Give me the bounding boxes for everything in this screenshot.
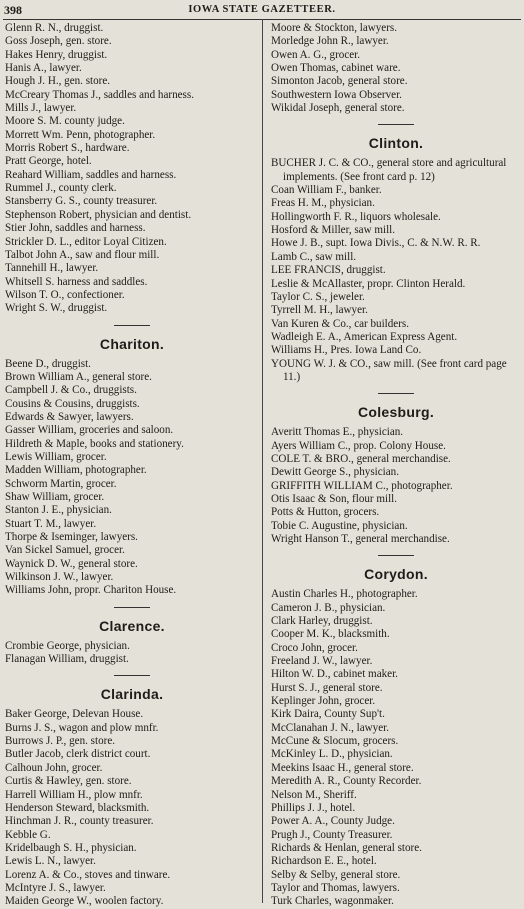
- directory-entry: Stephenson Robert, physician and dentist.: [5, 208, 192, 221]
- directory-entry: Crombie George, physician.: [5, 639, 130, 652]
- directory-entry: Tannehill H., lawyer.: [5, 262, 99, 275]
- directory-entry: Owen Thomas, cabinet ware.: [271, 62, 401, 75]
- directory-entry: Wilkinson J. W., lawyer.: [5, 571, 114, 584]
- directory-entry: Goss Joseph, gen. store.: [5, 35, 112, 48]
- directory-entry: Edwards & Sawyer, lawyers.: [5, 410, 134, 423]
- directory-entry: Van Sickel Samuel, grocer.: [5, 544, 125, 557]
- directory-entry: Maiden George W., woolen factory.: [5, 895, 164, 908]
- directory-entry: Wilson T. O., confectioner.: [5, 288, 125, 301]
- directory-entry: Strickler D. L., editor Loyal Citizen.: [5, 235, 167, 248]
- directory-entry: Richardson E. E., hotel.: [271, 855, 377, 868]
- directory-entry: Wright Hanson T., general merchandise.: [271, 533, 450, 545]
- directory-entry: Henderson Steward, blacksmith.: [5, 801, 150, 814]
- directory-entry: Meekins Isaac H., general store.: [271, 761, 414, 774]
- directory-entry: McCreary Thomas J., saddles and harness.: [5, 88, 194, 101]
- directory-entry: Van Kuren & Co., car builders.: [271, 317, 410, 330]
- directory-entry: Reahard William, saddles and harness.: [5, 168, 177, 181]
- directory-entry: Keplinger John, grocer.: [271, 695, 376, 708]
- directory-entry: Kebble G.: [5, 828, 51, 841]
- directory-entry: Hosford & Miller, saw mill.: [271, 224, 396, 237]
- directory-entry: Cousins & Cousins, druggists.: [5, 397, 140, 410]
- directory-entry: Kridelbaugh S. H., physician.: [5, 841, 137, 854]
- directory-entry: Freas H. M., physician.: [271, 197, 375, 210]
- directory-entry: Burns J. S., wagon and plow mnfr.: [5, 721, 159, 734]
- directory-entry: Williams John, propr. Chariton House.: [5, 584, 177, 597]
- town-heading: Clinton.: [368, 135, 424, 152]
- directory-entry: Stanton J. E., physician.: [5, 504, 112, 517]
- directory-entry: Howe J. B., supt. Iowa Divis., C. & N.W. R. R.: [271, 237, 481, 250]
- directory-entry: Stansberry G. S., county treasurer.: [5, 195, 158, 208]
- directory-entry: Austin Charles H., photographer.: [271, 588, 418, 601]
- directory-entry: Kirk Daira, County Sup't.: [271, 708, 385, 721]
- directory-entry: Curtis & Hawley, gen. store.: [5, 775, 132, 788]
- section-separator: [378, 393, 414, 394]
- directory-entry: McKinley L. D., physician.: [271, 748, 393, 761]
- directory-entry: Wadleigh E. A., American Express Agent.: [271, 330, 458, 343]
- directory-entry: Hanis A., lawyer.: [5, 62, 82, 75]
- directory-entry: Croco John, grocer.: [271, 641, 358, 654]
- directory-entry: Taylor C. S., jeweler.: [271, 290, 365, 303]
- directory-entry: Hollingworth F. R., liquors wholesale.: [271, 210, 441, 223]
- page-header: [4, 3, 520, 17]
- directory-entry: Baker George, Delevan House.: [5, 708, 144, 721]
- directory-entry: Campbell J. & Co., druggists.: [5, 384, 137, 397]
- directory-entry: McIntyre J. S., lawyer.: [5, 881, 106, 894]
- directory-entry: Burrows J. P., gen. store.: [5, 735, 116, 748]
- directory-entry: Nelson M., Sheriff.: [271, 788, 357, 801]
- directory-entry: Averitt Thomas E., physician.: [271, 426, 404, 439]
- directory-entry: Clark Harley, druggist.: [271, 615, 373, 628]
- directory-entry: Moore S. M. county judge.: [5, 115, 125, 128]
- directory-entry: COLE T. & BRO., general merchandise.: [271, 452, 451, 465]
- column-divider: [262, 19, 263, 903]
- directory-entry: Freeland J. W., lawyer.: [271, 655, 373, 668]
- directory-entry: Power A. A., County Judge.: [271, 815, 395, 828]
- directory-entry: Tobie C. Augustine, physician.: [271, 519, 408, 532]
- directory-entry: Talbot John A., saw and flour mill.: [5, 248, 160, 261]
- directory-entry: Schworm Martin, grocer.: [5, 477, 117, 490]
- directory-entry: Hinchman J. R., county treasurer.: [5, 815, 154, 828]
- directory-entry: Cooper M. K., blacksmith.: [271, 628, 390, 641]
- directory-entry: McCune & Slocum, grocers.: [271, 735, 399, 748]
- directory-entry: Simonton Jacob, general store.: [271, 75, 408, 88]
- directory-entry: GRIFFITH WILLIAM C., photographer.: [271, 479, 453, 492]
- directory-entry: Glenn R. N., druggist.: [5, 22, 104, 34]
- directory-entry: Ayers William C., prop. Colony House.: [271, 439, 446, 452]
- directory-entry: Mills J., lawyer.: [5, 102, 77, 115]
- directory-entry: Hurst S. J., general store.: [271, 681, 383, 694]
- directory-entry: Butler Jacob, clerk district court.: [5, 748, 151, 761]
- directory-entry: Gasser William, groceries and saloon.: [5, 424, 174, 437]
- directory-entry: Beene D., druggist.: [5, 357, 91, 370]
- directory-entry: Coan William F., banker.: [271, 184, 382, 197]
- directory-entry: Waynick D. W., general store.: [5, 557, 138, 570]
- section-separator: [114, 607, 150, 608]
- directory-entry: Dewitt George S., physician.: [271, 466, 399, 479]
- directory-entry: Meredith A. R., County Recorder.: [271, 775, 422, 788]
- directory-entry: Williams H., Pres. Iowa Land Co.: [271, 344, 422, 357]
- directory-entry: YOUNG W. J. & CO., saw mill. (See front card page 11.): [271, 357, 507, 383]
- directory-entry: McClanahan J. N., lawyer.: [271, 721, 389, 734]
- directory-entry: Prugh J., County Treasurer.: [271, 828, 393, 841]
- running-title: IOWA STATE GAZETTEER.: [188, 4, 336, 15]
- directory-entry: BUCHER J. C. & CO., general store and agricultural implements. (See front card p. 12): [271, 157, 507, 183]
- town-heading: Clarinda.: [100, 686, 164, 703]
- section-separator: [114, 325, 150, 326]
- directory-entry: Lewis L. N., lawyer.: [5, 855, 96, 868]
- directory-entry: Stier John, saddles and harness.: [5, 222, 146, 235]
- directory-entry: Phillips J. J., hotel.: [271, 801, 356, 814]
- town-heading: Chariton.: [99, 335, 165, 352]
- directory-entry: Turk Charles, wagonmaker.: [271, 895, 394, 908]
- directory-entry: Lorenz A. & Co., stoves and tinware.: [5, 868, 171, 881]
- section-separator: [378, 124, 414, 125]
- directory-entry: Morris Robert S., hardware.: [5, 142, 130, 155]
- directory-entry: Calhoun John, grocer.: [5, 761, 103, 774]
- directory-entry: Whitsell S. harness and saddles.: [5, 275, 148, 288]
- right-column: [271, 22, 521, 909]
- directory-entry: Taylor and Thomas, lawyers.: [271, 881, 400, 894]
- directory-entry: Flanagan William, druggist.: [5, 653, 129, 666]
- directory-entry: Leslie & McAllaster, propr. Clinton Herald.: [271, 277, 466, 290]
- directory-entry: Hilton W. D., cabinet maker.: [271, 668, 398, 681]
- directory-entry: Shaw William, grocer.: [5, 491, 105, 503]
- directory-entry: Wikidal Joseph, general store.: [271, 102, 405, 115]
- left-column: [5, 22, 259, 909]
- directory-entry: Richards & Henlan, general store.: [271, 841, 422, 854]
- directory-entry: Brown William A., general store.: [5, 370, 152, 383]
- directory-entry: Tyrrell M. H., lawyer.: [271, 304, 368, 317]
- directory-entry: LEE FRANCIS, druggist.: [271, 264, 386, 277]
- directory-entry: Cameron J. B., physician.: [271, 601, 386, 614]
- directory-entry: Owen A. G., grocer.: [271, 48, 361, 61]
- directory-entry: Hough J. H., gen. store.: [5, 75, 111, 88]
- directory-entry: Stuart T. M., lawyer.: [5, 517, 97, 530]
- directory-entry: Moore & Stockton, lawyers.: [271, 22, 398, 34]
- directory-entry: Potts & Hutton, grocers.: [271, 506, 380, 519]
- directory-entry: Pratt George, hotel.: [5, 155, 92, 168]
- directory-entry: Rummel J., county clerk.: [5, 182, 117, 195]
- directory-entry: Harrell William H., plow mnfr.: [5, 788, 143, 801]
- page-number: 398: [4, 3, 22, 17]
- directory-entry: Southwestern Iowa Observer.: [271, 88, 402, 101]
- directory-entry: Selby & Selby, general store.: [271, 868, 401, 881]
- directory-entry: Morrett Wm. Penn, photographer.: [5, 128, 156, 141]
- directory-entry: Madden William, photographer.: [5, 464, 147, 477]
- town-heading: Clarence.: [99, 617, 165, 634]
- section-separator: [378, 555, 414, 556]
- directory-entry: Hildreth & Maple, books and stationery.: [5, 437, 184, 450]
- town-heading: Colesburg.: [357, 404, 435, 421]
- directory-entry: Otis Isaac & Son, flour mill.: [271, 492, 398, 505]
- directory-entry: Wright S. W., druggist.: [5, 302, 108, 315]
- directory-entry: Lewis William, grocer.: [5, 450, 107, 463]
- section-separator: [114, 675, 150, 676]
- town-heading: Corydon.: [364, 566, 428, 583]
- directory-entry: Morledge John R., lawyer.: [271, 35, 389, 48]
- directory-entry: Lamb C., saw mill.: [271, 250, 357, 263]
- directory-entry: Thorpe & Iseminger, lawyers.: [5, 531, 138, 544]
- directory-entry: Hakes Henry, druggist.: [5, 48, 108, 61]
